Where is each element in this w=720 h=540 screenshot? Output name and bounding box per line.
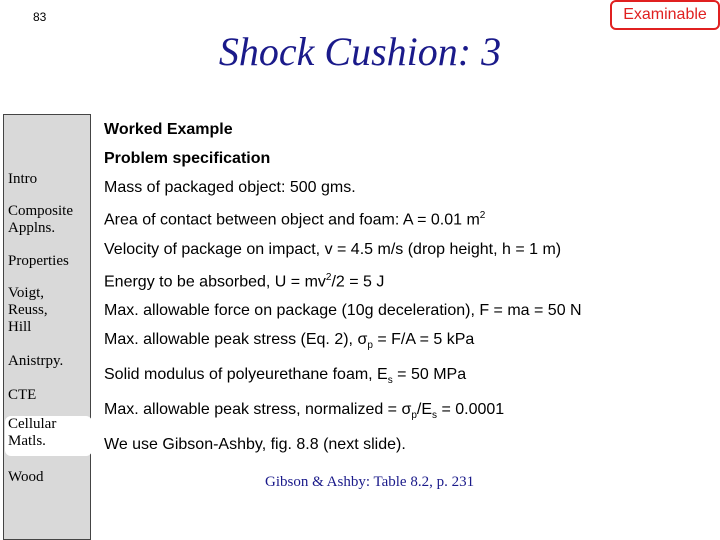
sidebar-item-cte[interactable]: CTE: [8, 387, 37, 403]
normalized-subscript-s: s: [432, 410, 438, 422]
line-force: Max. allowable force on package (10g deceleration), F = ma = 50 N: [104, 302, 582, 320]
energy-result: /2 = 5 J: [331, 273, 385, 291]
stress-result: = F/A = 5 kPa: [372, 331, 475, 349]
energy-text: Energy to be absorbed, U = mv: [104, 273, 326, 291]
line-gibson: We use Gibson-Ashby, fig. 8.8 (next slide).: [104, 436, 406, 454]
sidebar-item-properties[interactable]: Properties: [8, 253, 69, 269]
examinable-badge: Examinable: [610, 0, 720, 30]
modulus-text: Solid modulus of polyeurethane foam, E: [104, 366, 388, 384]
line-energy: [104, 264, 704, 297]
normalized-divisor: /E: [416, 401, 433, 419]
sigma-symbol: σ: [357, 331, 368, 349]
sidebar-item-wood[interactable]: Wood: [8, 469, 44, 485]
line-mass: Mass of packaged object: 500 gms.: [104, 178, 356, 196]
modulus-result: = 50 MPa: [392, 366, 467, 384]
slide-number: 83: [33, 10, 47, 24]
sidebar-item-voigt[interactable]: Voigt, Reuss, Hill: [8, 285, 48, 335]
sigma-symbol: σ: [401, 401, 412, 419]
line-stress: [104, 326, 704, 361]
page-title: Shock Cushion: 3: [218, 29, 502, 74]
line-area: [104, 202, 704, 235]
heading-worked-example: Worked Example: [104, 121, 233, 138]
area-exponent: 2: [479, 210, 486, 222]
sidebar-item-cellular[interactable]: Cellular Matls.: [5, 416, 92, 456]
content-body: [104, 116, 704, 460]
normalized-result: = 0.0001: [437, 401, 505, 419]
sidebar-item-composite[interactable]: Composite Applns.: [8, 203, 74, 236]
sidebar-item-anistrpy[interactable]: Anistrpy.: [8, 353, 64, 369]
reference-citation: Gibson & Ashby: Table 8.2, p. 231: [265, 474, 475, 490]
energy-exponent: 2: [325, 272, 332, 284]
area-text: Area of contact between object and foam: A = 0.01 m: [104, 211, 480, 229]
modulus-subscript: s: [387, 375, 393, 387]
line-normalized: [104, 396, 704, 431]
line-modulus: [104, 361, 704, 396]
normalized-text: Max. allowable peak stress, normalized =: [104, 401, 402, 419]
sidebar-nav: [3, 114, 91, 540]
line-velocity: Velocity of package on impact, v = 4.5 m/s (drop height, h = 1 m): [104, 240, 562, 258]
stress-text: Max. allowable peak stress (Eq. 2),: [104, 331, 358, 349]
sidebar-item-intro[interactable]: Intro: [8, 171, 38, 187]
normalized-subscript-p: p: [411, 410, 417, 422]
stress-subscript: p: [367, 340, 373, 352]
heading-problem-spec: Problem specification: [104, 149, 271, 167]
